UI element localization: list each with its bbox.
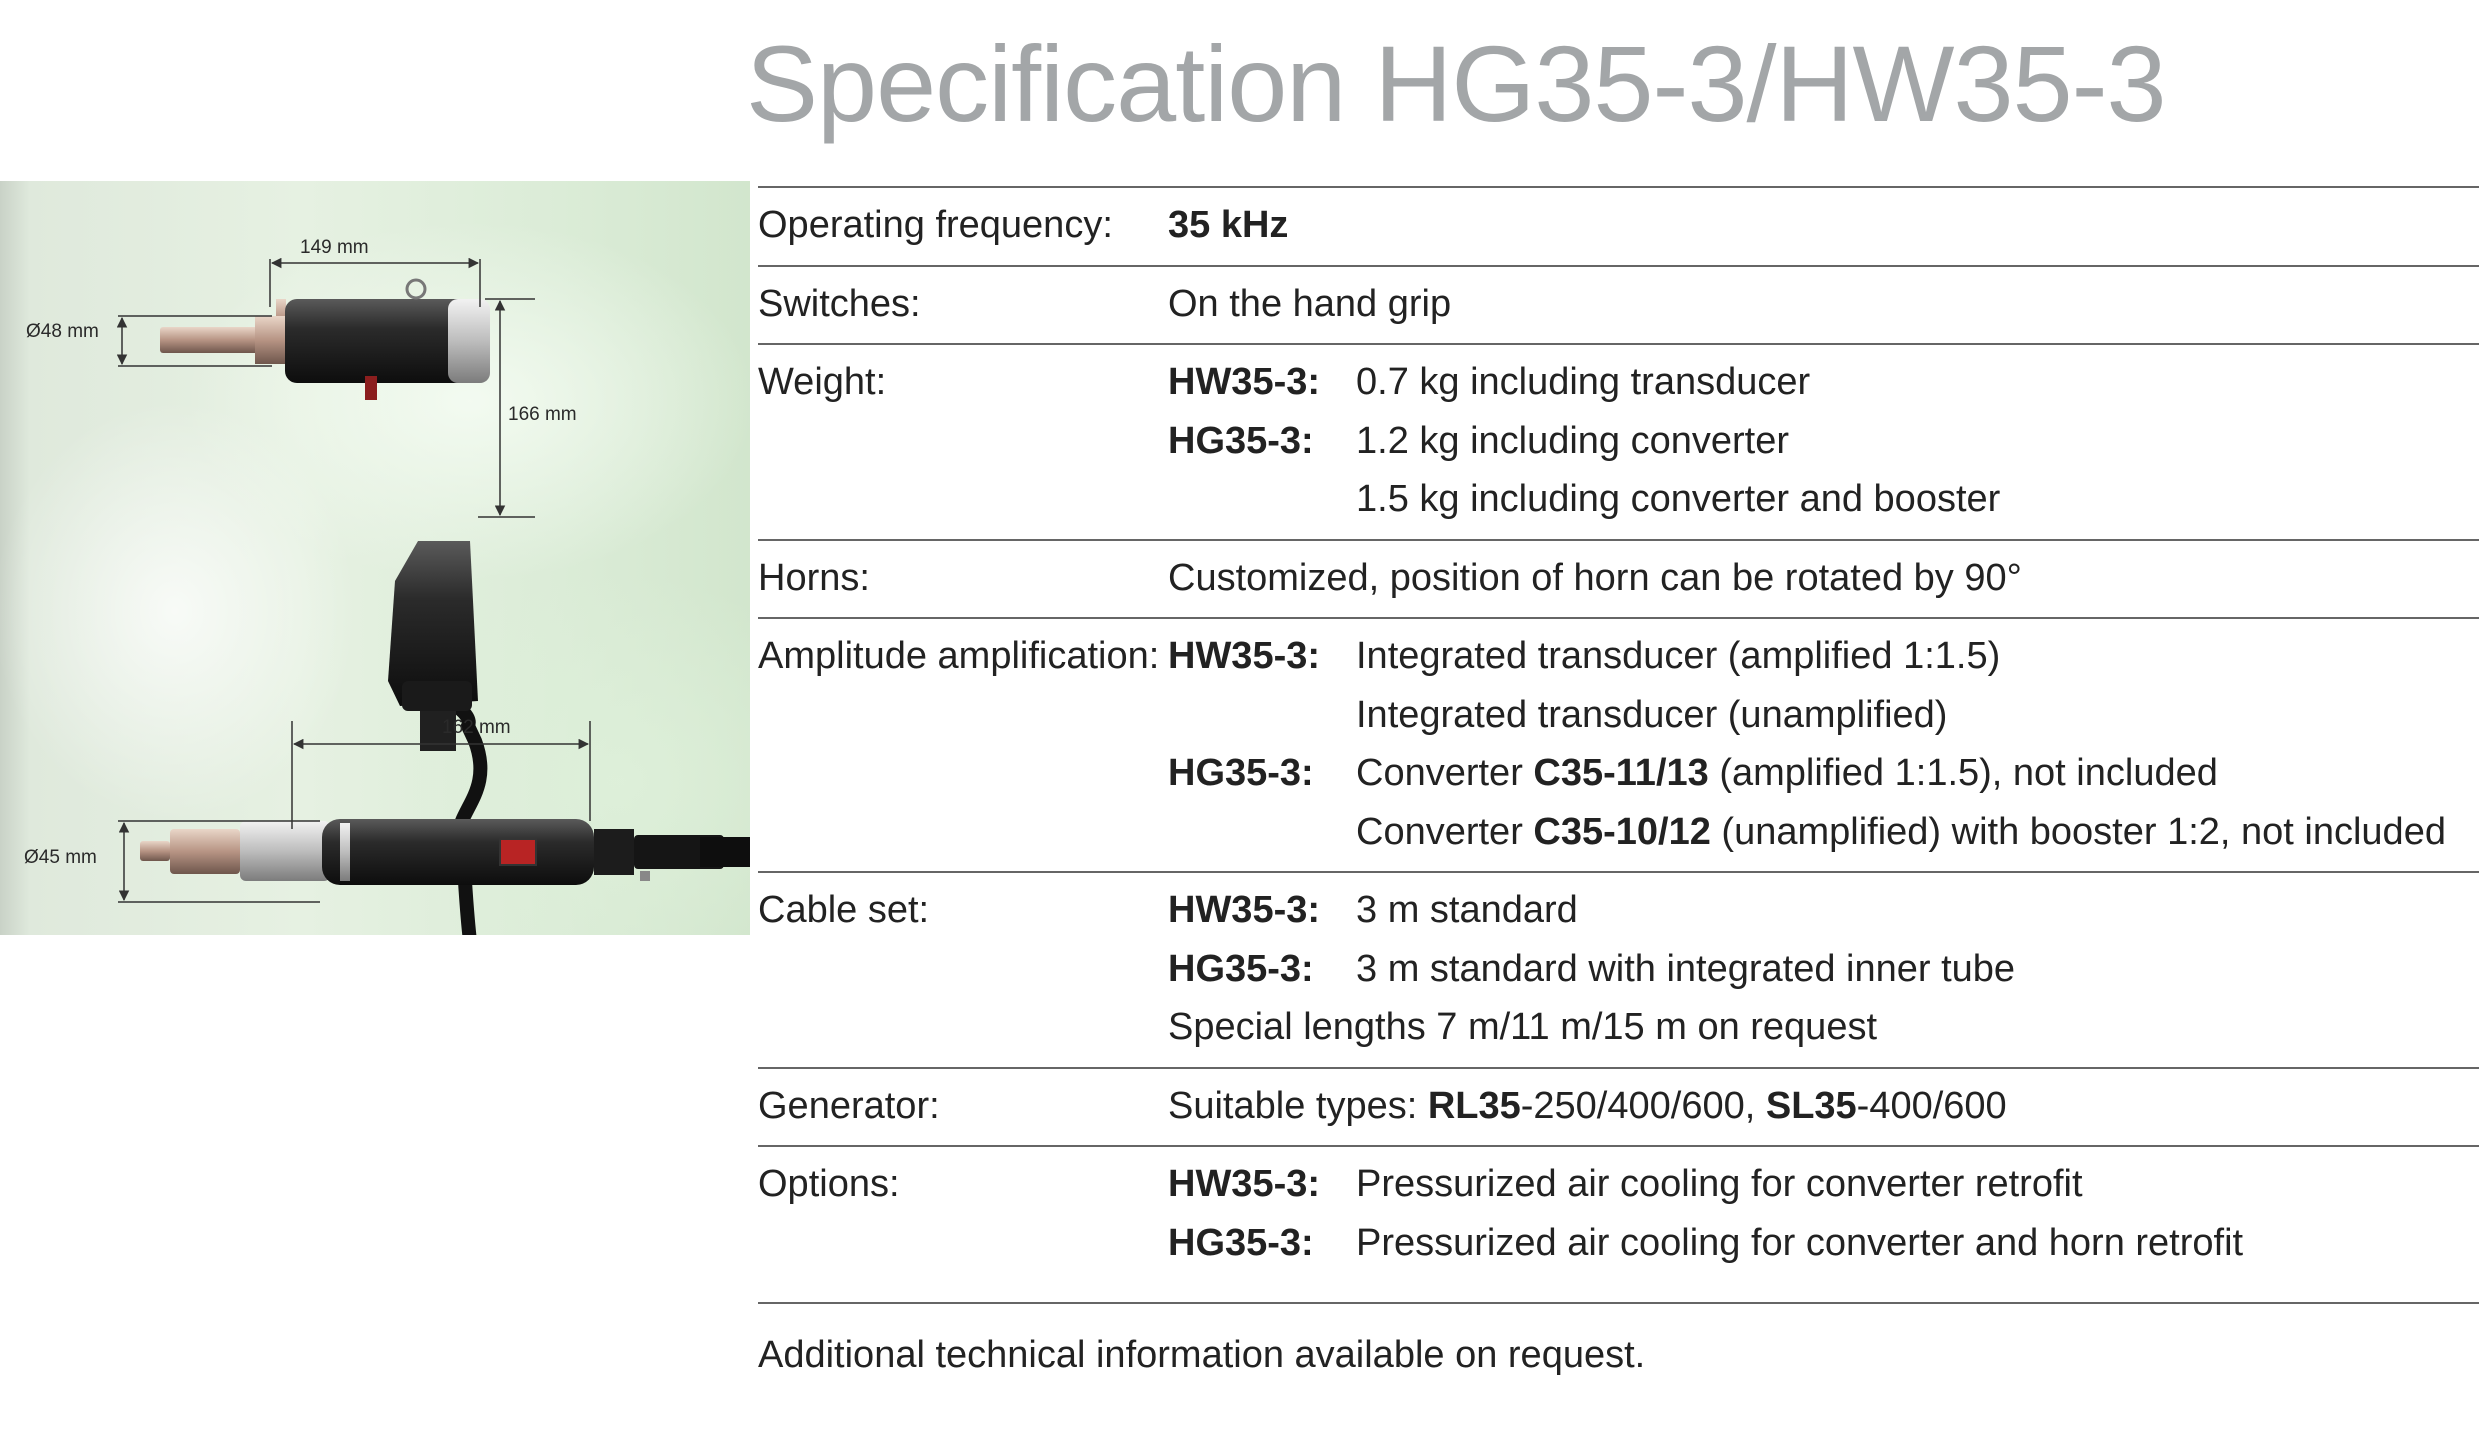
spec-table bbox=[758, 186, 2479, 1304]
spec-value: Special lengths 7 m/11 m/15 m on request bbox=[1168, 1006, 1878, 1048]
model-prefix: HG35-3: bbox=[1168, 947, 1314, 990]
model-prefix: HW35-3: bbox=[1168, 361, 1321, 403]
product-photo bbox=[0, 181, 750, 935]
spec-label: Switches: bbox=[758, 282, 921, 325]
spec-value: Suitable types: RL35-250/400/600, SL35-400/600 bbox=[1168, 1084, 2007, 1127]
dim-166-label: 166 mm bbox=[508, 404, 577, 425]
footer-note: Additional technical information available on request. bbox=[758, 1334, 1646, 1376]
spec-row-amplitude bbox=[758, 619, 2479, 873]
spec-value: 1.2 kg including converter bbox=[1356, 419, 1790, 462]
straight-welder-image bbox=[140, 819, 750, 885]
spec-label: Generator: bbox=[758, 1084, 940, 1127]
spec-row-switches bbox=[758, 267, 2479, 346]
model-prefix: HG35-3: bbox=[1168, 1221, 1314, 1264]
spec-row-horns bbox=[758, 541, 2479, 620]
spec-value: 3 m standard with integrated inner tube bbox=[1356, 947, 2016, 990]
model-prefix: HG35-3: bbox=[1168, 752, 1314, 794]
converter-model: C35-10/12 bbox=[1533, 810, 1711, 853]
spec-value: Customized, position of horn can be rotated by 90° bbox=[1168, 556, 2022, 599]
spec-value: 1.5 kg including converter and booster bbox=[1356, 478, 2001, 520]
spec-value: Pressurized air cooling for converter and horn retrofit bbox=[1356, 1221, 2244, 1264]
model-prefix: HW35-3: bbox=[1168, 1163, 1321, 1205]
spec-row-weight bbox=[758, 345, 2479, 541]
spec-value: Pressurized air cooling for converter retrofit bbox=[1356, 1163, 2083, 1205]
page-title: Specification HG35-3/HW35-3 bbox=[746, 23, 2166, 144]
spec-value: 35 kHz bbox=[1168, 204, 1289, 246]
spec-row-generator bbox=[758, 1069, 2479, 1148]
dim-149-label: 149 mm bbox=[300, 237, 369, 258]
dimension-drawing bbox=[0, 181, 750, 935]
spec-value: 3 m standard bbox=[1356, 889, 1578, 931]
spec-value: On the hand grip bbox=[1168, 282, 1452, 325]
model-prefix: HW35-3: bbox=[1168, 889, 1321, 931]
dim-48-label: Ø48 mm bbox=[26, 321, 99, 342]
converter-model: C35-11/13 bbox=[1533, 752, 1709, 794]
spec-label: Cable set: bbox=[758, 889, 930, 931]
spec-value: Integrated transducer (amplified 1:1.5) bbox=[1356, 635, 2001, 677]
spec-row-frequency bbox=[758, 188, 2479, 267]
spec-label: Options: bbox=[758, 1163, 900, 1205]
model-prefix: HW35-3: bbox=[1168, 635, 1321, 677]
spec-value: Integrated transducer (unamplified) bbox=[1356, 693, 1948, 736]
model-prefix: HG35-3: bbox=[1168, 419, 1314, 462]
spec-value: 0.7 kg including transducer bbox=[1356, 361, 1811, 403]
spec-label: Horns: bbox=[758, 556, 870, 599]
dim-162-label: 162 mm bbox=[442, 717, 511, 738]
spec-label: Weight: bbox=[758, 361, 887, 403]
spec-value: Converter C35-11/13 (amplified 1:1.5), not included bbox=[1356, 752, 2218, 794]
spec-row-cable bbox=[758, 873, 2479, 1069]
spec-value: Converter C35-10/12 (unamplified) with booster 1:2, not included bbox=[1356, 810, 2446, 853]
spec-label: Operating frequency: bbox=[758, 204, 1113, 246]
dim-45-label: Ø45 mm bbox=[24, 847, 97, 868]
spec-label: Amplitude amplification: bbox=[758, 635, 1160, 677]
spec-row-options bbox=[758, 1147, 2479, 1304]
